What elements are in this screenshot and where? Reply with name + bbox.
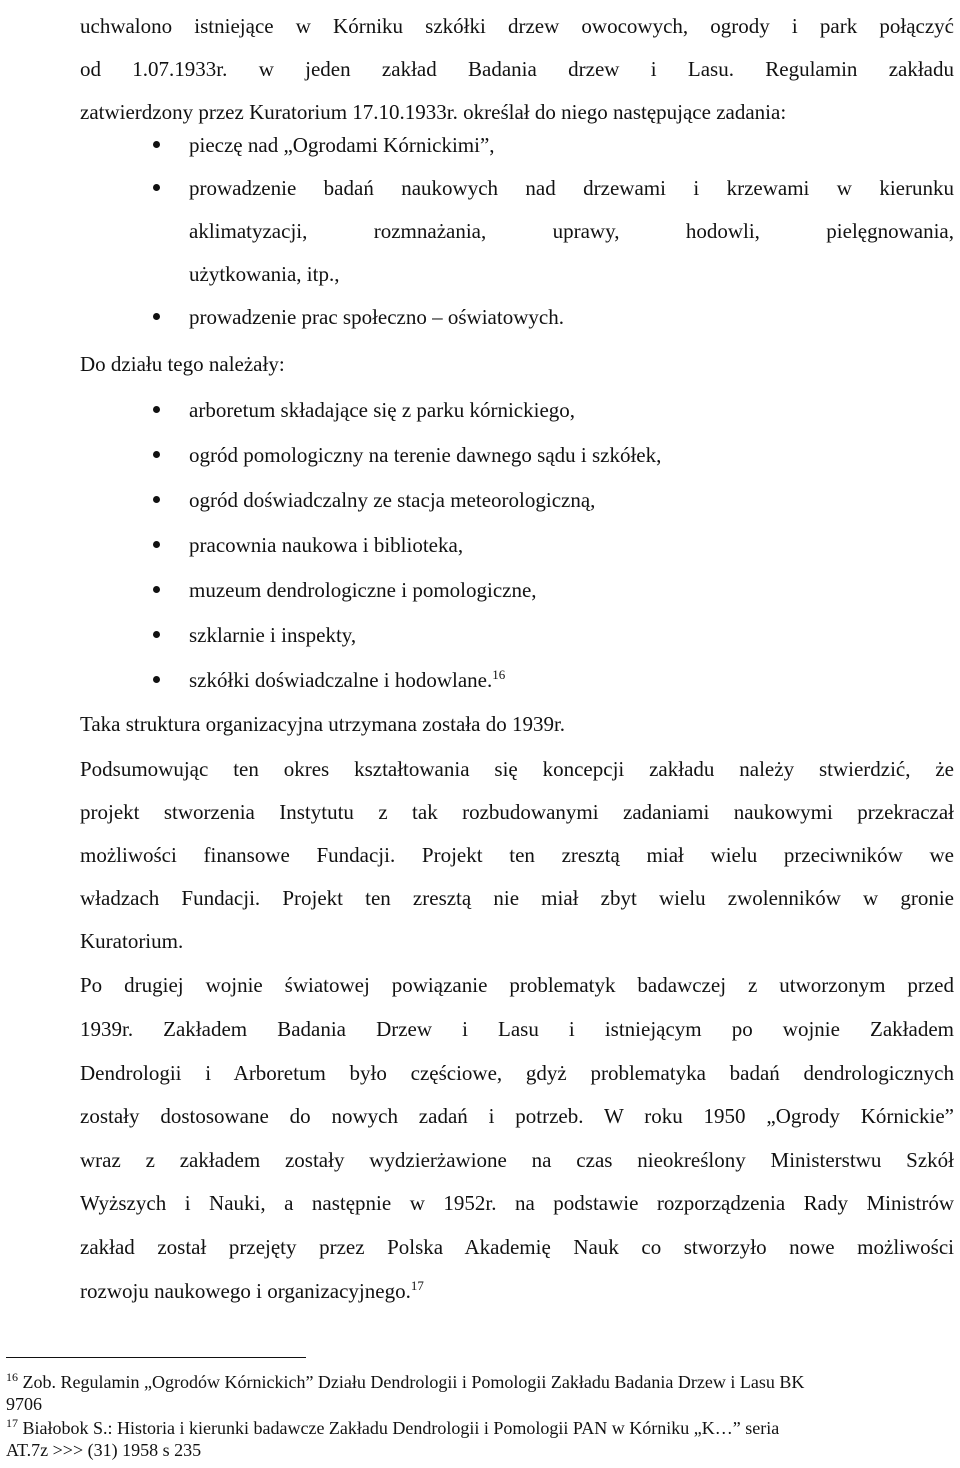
postwar-line-7: zakład został przejęty przez Polska Akademię Nauk co stworzyło nowe możliwości — [80, 1235, 954, 1259]
department-item: arboretum składające się z parku kórnickiego, — [189, 398, 576, 422]
postwar-line-8 — [80, 1279, 954, 1303]
department-item-text: szkółki doświadczalne i hodowlane. — [189, 668, 493, 692]
bullet-icon — [153, 184, 160, 191]
bullet-icon — [153, 141, 160, 148]
bullet-icon — [153, 541, 160, 548]
postwar-line-5: wraz z zakładem zostały wydzierżawione na czas nieokreślony Ministerstwu Szkół — [80, 1148, 954, 1172]
intro-line-1: uchwalono istniejące w Kórniku szkółki drzew owocowych, ogrody i park połączyć — [80, 14, 954, 38]
footnote-16-line-2: 9706 — [6, 1394, 42, 1414]
footnote-16-number: 16 — [6, 1370, 18, 1384]
footnote-17-line-2: AT.7z >>> (31) 1958 s 235 — [6, 1440, 202, 1460]
bullet-icon — [153, 451, 160, 458]
intro-line-2: od 1.07.1933r. w jeden zakład Badania drzew i Lasu. Regulamin zakładu — [80, 57, 954, 81]
summary-line-4: władzach Fundacji. Projekt ten zresztą nie miał zbyt wielu zwolenników w gronie — [80, 886, 954, 910]
footnote-16-text: Zob. Regulamin „Ogrodów Kórnickich” Działu Dendrologii i Pomologii Zakładu Badania Drzew i Lasu BK — [22, 1372, 805, 1392]
task-item-research-line-3: użytkowania, itp., — [189, 262, 340, 286]
postwar-line-6: Wyższych i Nauki, a następnie w 1952r. na podstawie rozporządzenia Rady Ministrów — [80, 1191, 954, 1215]
summary-line-5: Kuratorium. — [80, 929, 184, 953]
task-item-research-line-1: prowadzenie badań naukowych nad drzewami i krzewami w kierunku — [189, 176, 954, 200]
department-heading: Do działu tego należały: — [80, 352, 285, 376]
department-item: szklarnie i inspekty, — [189, 623, 357, 647]
department-item: muzeum dendrologiczne i pomologiczne, — [189, 578, 537, 602]
postwar-line-2: 1939r. Zakładem Badania Drzew i Lasu i istniejącym po wojnie Zakładem — [80, 1017, 954, 1041]
summary-line-2: projekt stworzenia Instytutu z tak rozbudowanymi zadaniami naukowymi przekraczał — [80, 800, 954, 824]
footnote-ref-17[interactable]: 17 — [410, 1278, 424, 1293]
bullet-icon — [153, 496, 160, 503]
department-item: ogród doświadczalny ze stacja meteorologiczną, — [189, 488, 596, 512]
footnote-17-number: 17 — [6, 1416, 18, 1430]
footnote-17-text: Białobok S.: Historia i kierunki badawcze Zakładu Dendrologii i Pomologii PAN w Kórniku „K…” seria — [22, 1418, 780, 1438]
footnote-ref-16[interactable]: 16 — [492, 667, 506, 682]
bullet-icon — [153, 406, 160, 413]
postwar-line-4: zostały dostosowane do nowych zadań i potrzeb. W roku 1950 „Ogrody Kórnickie” — [80, 1104, 954, 1128]
footnote-separator — [6, 1357, 306, 1358]
postwar-line-1: Po drugiej wojnie światowej powiązanie problematyk badawczej z utworzonym przed — [80, 973, 954, 997]
bullet-icon — [153, 676, 160, 683]
department-item: pracownia naukowa i biblioteka, — [189, 533, 464, 557]
department-item: ogród pomologiczny na terenie dawnego sądu i szkółek, — [189, 443, 662, 467]
task-item-supervision: pieczę nad „Ogrodami Kórnickimi”, — [189, 133, 495, 157]
summary-line-1: Podsumowując ten okres kształtowania się koncepcji zakładu należy stwierdzić, że — [80, 757, 954, 781]
footnote-16-line-1 — [6, 1372, 954, 1392]
intro-line-3: zatwierdzony przez Kuratorium 17.10.1933r. określał do niego następujące zadania: — [80, 100, 787, 124]
task-item-research-line-2: aklimatyzacji, rozmnażania, uprawy, hodowli, pielęgnowania, — [189, 219, 954, 243]
postwar-line-8-text: rozwoju naukowego i organizacyjnego. — [80, 1279, 411, 1303]
task-item-education: prowadzenie prac społeczno – oświatowych. — [189, 305, 564, 329]
structure-paragraph: Taka struktura organizacyjna utrzymana została do 1939r. — [80, 712, 566, 736]
department-item-last — [189, 668, 954, 692]
footnote-17-line-1 — [6, 1418, 954, 1438]
bullet-icon — [153, 631, 160, 638]
summary-line-3: możliwości finansowe Fundacji. Projekt ten zresztą miał wielu przeciwników we — [80, 843, 954, 867]
bullet-icon — [153, 586, 160, 593]
bullet-icon — [153, 313, 160, 320]
postwar-line-3: Dendrologii i Arboretum było częściowe, gdyż problematyka badań dendrologicznych — [80, 1061, 954, 1085]
